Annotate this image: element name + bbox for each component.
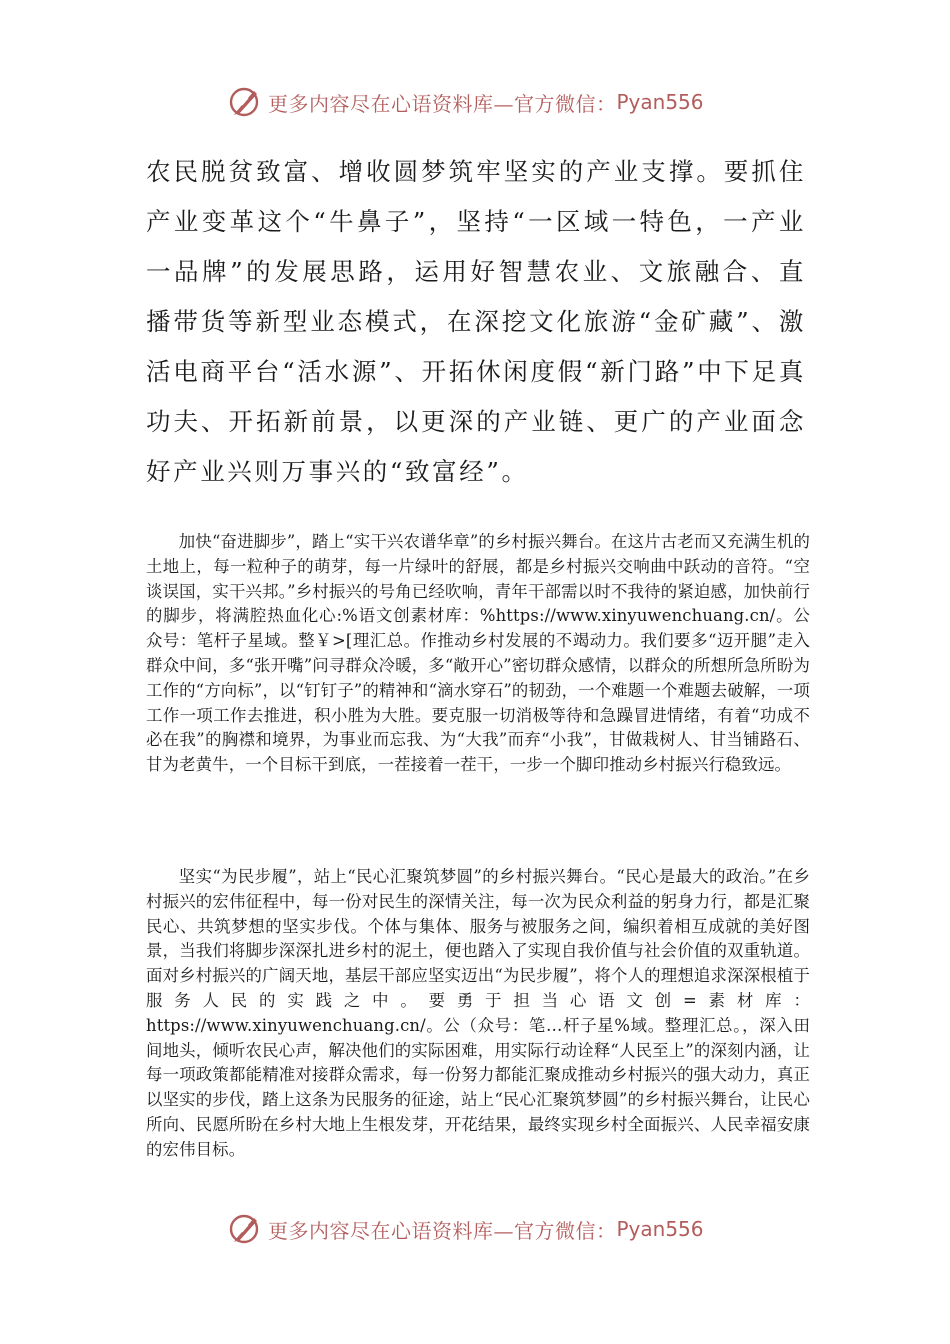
- header-banner: [228, 82, 748, 122]
- banner-text: 更多内容尽在心语资料库—官方微信：: [268, 91, 617, 116]
- wechat-id: Pyan556: [616, 90, 704, 114]
- body-paragraph-2: 坚实“为民步履”，站上“民心汇聚筑梦圆”的乡村振兴舞台。“民心是最大的政治。”在乡村振兴的宏伟征程中，每一份对民生的深情关注，每一次为民众利益的躬身力行，都是汇聚民心、共筑梦想的坚实步伐。个体与集体、服务与被服务之间，编织着相互成就的美好图景，当我们将脚步深深扎进乡村的泥土，便也踏入了实现自我价值与社会价值的双重轨道。面对乡村振兴的广阔天地，基层干部应坚实迈出“为民步履”，将个人的理想追求深深根植于服务人民的实践之中。要勇于担当心语文创=素材库：https://www.xinyuwenchuang.cn/。公（众号：笔…杆子星%域。整理汇总。，深入田间地头，倾听农民心声，解决他们的实际困难，用实际行动诠释“人民至上”的深刻内涵，让每一项政策都能精准对接群众需求，每一份努力都能汇聚成推动乡村振兴的强大动力，真正以坚实的步伐，踏上这条为民服务的征途，站上“民心汇聚筑梦圆”的乡村振兴舞台，让民心所向、民愿所盼在乡村大地上生根发芽，开花结果，最终实现乡村全面振兴、人民幸福安康的宏伟目标。: [146, 867, 810, 1159]
- quill-pen-logo-icon: [228, 85, 262, 119]
- body-paragraph-1: 加快“奋进脚步”，踏上“实干兴农谱华章”的乡村振兴舞台。在这片古老而又充满生机的土地上，每一粒种子的萌芽，每一片绿叶的舒展，都是乡村振兴交响曲中跃动的音符。“空谈误国，实干兴邦。”乡村振兴的号角已经吹响，青年干部需以时不我待的紧迫感，加快前行的脚步，将满腔热血化心:%语文创素材库：%https://www.xinyuwenchuang.cn/。公众号：笔杆子星域。整￥>[理汇总。作推动乡村发展的不竭动力。我们要多“迈开腿”走入群众中间，多“张开嘴”问寻群众冷暖，多“敞开心”密切群众感情，以群众的所想所急所盼为工作的“方向标”，以“钉钉子”的精神和“滴水穿石”的韧劲，一个难题一个难题去破解，一项工作一项工作去推进，积小胜为大胜。要克服一切消极等待和急躁冒进情绪，有着“功成不必在我”的胸襟和境界，为事业而忘我、为“大我”而弃“小我”，甘做栽树人、甘当铺路石、甘为老黄牛，一个目标干到底，一茬接着一茬干，一步一个脚印推动乡村振兴行稳致远。: [146, 532, 810, 775]
- wechat-id: Pyan556: [616, 1217, 704, 1241]
- footer-banner: [228, 1209, 748, 1249]
- lead-paragraph: 农民脱贫致富、增收圆梦筑牢坚实的产业支撑。要抓住产业变革这个“牛鼻子”，坚持“一区域一特色，一产业一品牌”的发展思路，运用好智慧农业、文旅融合、直播带货等新型业态模式，在深挖文化旅游“金矿藏”、激活电商平台“活水源”、开拓休闲度假“新门路”中下足真功夫、开拓新前景，以更深的产业链、更广的产业面念好产业兴则万事兴的“致富经”。: [146, 157, 806, 486]
- quill-pen-logo-icon: [228, 1212, 262, 1246]
- banner-text: 更多内容尽在心语资料库—官方微信：: [268, 1218, 617, 1243]
